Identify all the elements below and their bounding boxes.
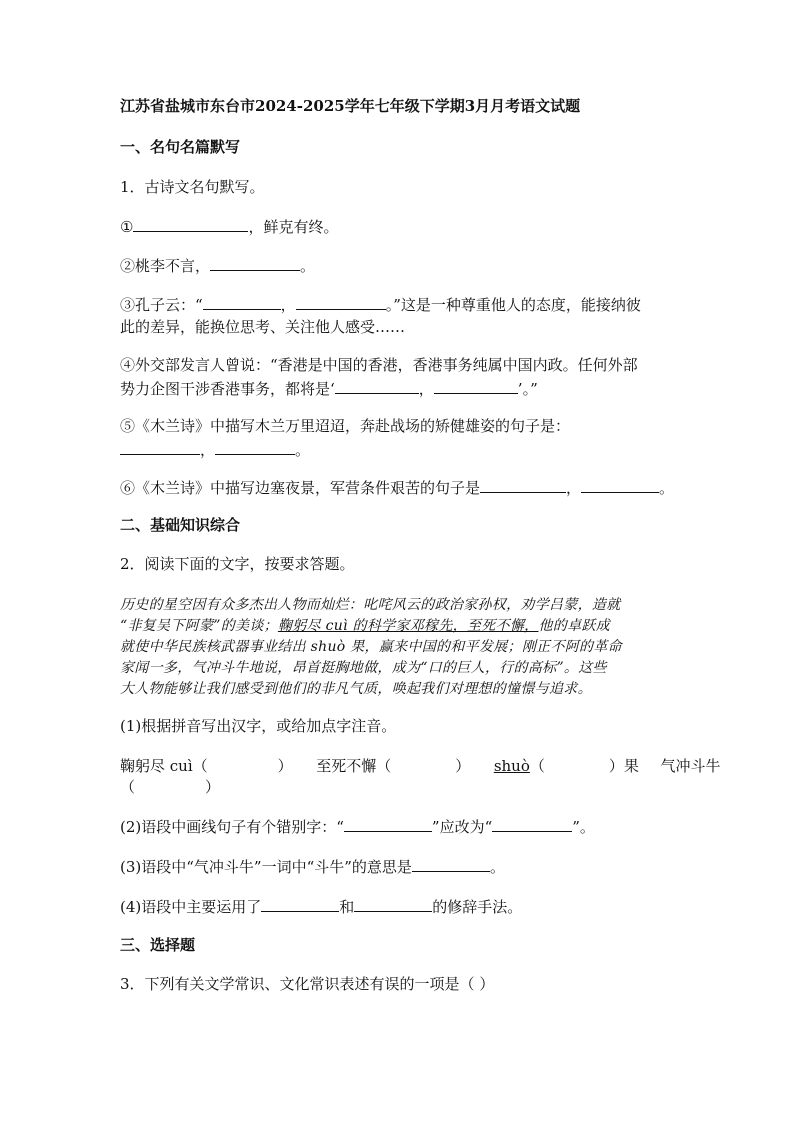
item-3-comma: ， xyxy=(280,296,296,314)
item-4-comma: ， xyxy=(418,380,434,398)
sub4-mid: 和 xyxy=(339,898,355,916)
word-3-close: ）果 xyxy=(608,757,639,775)
word-4-close: ） xyxy=(205,778,221,796)
question-1-item-3-cont: 此的差异，能换位思考、关注他人感受…… xyxy=(120,318,406,336)
sub2-prefix: (2)语段中画线句子有个错别字：“ xyxy=(120,818,344,836)
passage-line-2a: “非复吴下阿蒙”的美谈； xyxy=(120,618,278,634)
passage-line-1: 历史的星空因有众多杰出人物而灿烂：叱咤风云的政治家孙权，劝学吕蒙，造就 xyxy=(120,597,621,613)
passage-line-3b: ；刚正不阿的革命 xyxy=(507,639,622,655)
answer-blank[interactable] xyxy=(581,478,659,493)
sub-question-4 xyxy=(120,897,522,916)
sub-question-3 xyxy=(120,857,505,876)
sub3-suffix: 。 xyxy=(489,858,505,876)
passage-line-5: 大人物能够让我们感受到他们的非凡气质，唤起我们对理想的憧憬与追求。 xyxy=(120,681,592,697)
question-1-item-4-cont xyxy=(120,379,538,398)
item-4-suffix: ’。” xyxy=(517,380,538,398)
question-3-stem: 3．下列有关文学常识、文化常识表述有误的一项是（ ） xyxy=(120,975,495,993)
answer-blank[interactable] xyxy=(344,817,432,832)
answer-blank[interactable] xyxy=(335,379,419,394)
word-2: 至死不懈（ xyxy=(316,757,392,775)
passage-line-4: 家闻一多，气冲斗牛地说，昂首挺胸地做，成为“口的巨人，行的高标”。这些 xyxy=(120,660,607,676)
answer-blank[interactable] xyxy=(210,256,300,271)
answer-blank[interactable] xyxy=(480,478,566,493)
passage-line-3a: 就使中华民族核武器事业结出 shuò 果，赢来中国的和平发展 xyxy=(120,639,508,655)
sub-question-1: (1)根据拼音写出汉字，或给加点字注音。 xyxy=(120,717,397,735)
question-1-item-6 xyxy=(120,478,674,497)
item-6-suffix: 。 xyxy=(659,479,675,497)
sub2-mid: ”应改为“ xyxy=(431,818,493,836)
item-3-prefix: ③孔子云：“ xyxy=(120,296,203,314)
word-4-open: （ xyxy=(120,778,136,796)
answer-blank[interactable] xyxy=(261,897,339,912)
word-4: 气冲斗牛 xyxy=(660,757,721,775)
word-3-pinyin: shuò xyxy=(493,757,530,775)
passage-line-2c: 他的卓跃成 xyxy=(538,618,610,634)
item-4-prefix: 势力企图干涉香港事务，都将是‘ xyxy=(120,380,335,398)
document-title: 江苏省盐城市东台市2024-2025学年七年级下学期3月月考语文试题 xyxy=(120,97,581,115)
sub4-prefix: (4)语段中主要运用了 xyxy=(120,898,262,916)
answer-blank[interactable] xyxy=(492,817,572,832)
section-heading-1: 一、名句名篇默写 xyxy=(120,138,241,156)
word-3-open: （ xyxy=(529,757,545,775)
answer-blank[interactable] xyxy=(412,857,490,872)
item-2-prefix: ②桃李不言， xyxy=(120,257,211,275)
item-1-prefix: ① xyxy=(120,218,134,236)
answer-blank[interactable] xyxy=(296,295,386,310)
word-2-close: ） xyxy=(455,757,471,775)
item-3-rest: 。”这是一种尊重他人的态度，能接纳彼 xyxy=(385,296,641,314)
question-1-item-2 xyxy=(120,256,315,275)
item-5-comma: ， xyxy=(200,441,216,459)
word-1: 鞠躬尽 cuì（ xyxy=(120,757,208,775)
question-1-item-1 xyxy=(120,217,338,236)
underlined-sentence: 鞠躬尽 cuì 的科学家邓稼先，至死不懈， xyxy=(277,618,539,634)
sub4-suffix: 的修辞手法。 xyxy=(432,898,523,916)
item-1-suffix: ，鲜克有终。 xyxy=(248,218,339,236)
question-1-item-4: ④外交部发言人曾说：“香港是中国的香港，香港事务纯属中国内政。任何外部 xyxy=(120,356,638,374)
sub2-suffix: ”。 xyxy=(572,818,595,836)
item-5-suffix: 。 xyxy=(295,441,311,459)
question-1-item-3 xyxy=(120,295,641,314)
item-6-comma: ， xyxy=(566,479,582,497)
answer-blank[interactable] xyxy=(215,440,295,455)
question-1-item-5: ⑤《木兰诗》中描写木兰万里迢迢，奔赴战场的矫健雄姿的句子是： xyxy=(120,417,571,435)
answer-blank[interactable] xyxy=(120,440,200,455)
item-6-prefix: ⑥《木兰诗》中描写边塞夜景，军营条件艰苦的句子是 xyxy=(120,479,481,497)
pinyin-items-row xyxy=(120,757,720,775)
section-heading-2: 二、基础知识综合 xyxy=(120,516,241,534)
answer-blank[interactable] xyxy=(203,295,281,310)
section-heading-3: 三、选择题 xyxy=(120,936,196,954)
question-1-stem: 1．古诗文名句默写。 xyxy=(120,178,265,196)
pinyin-items-row-cont xyxy=(120,778,220,796)
answer-blank[interactable] xyxy=(354,897,432,912)
question-2-stem: 2．阅读下面的文字，按要求答题。 xyxy=(120,555,355,573)
reading-passage xyxy=(120,595,676,700)
sub-question-2 xyxy=(120,817,595,836)
answer-blank[interactable] xyxy=(434,379,518,394)
item-2-suffix: 。 xyxy=(300,257,316,275)
question-1-item-5-cont xyxy=(120,440,310,459)
answer-blank[interactable] xyxy=(133,217,248,232)
word-1-close: ） xyxy=(277,757,293,775)
sub3-prefix: (3)语段中“气冲斗牛”一词中“斗牛”的意思是 xyxy=(120,858,412,876)
